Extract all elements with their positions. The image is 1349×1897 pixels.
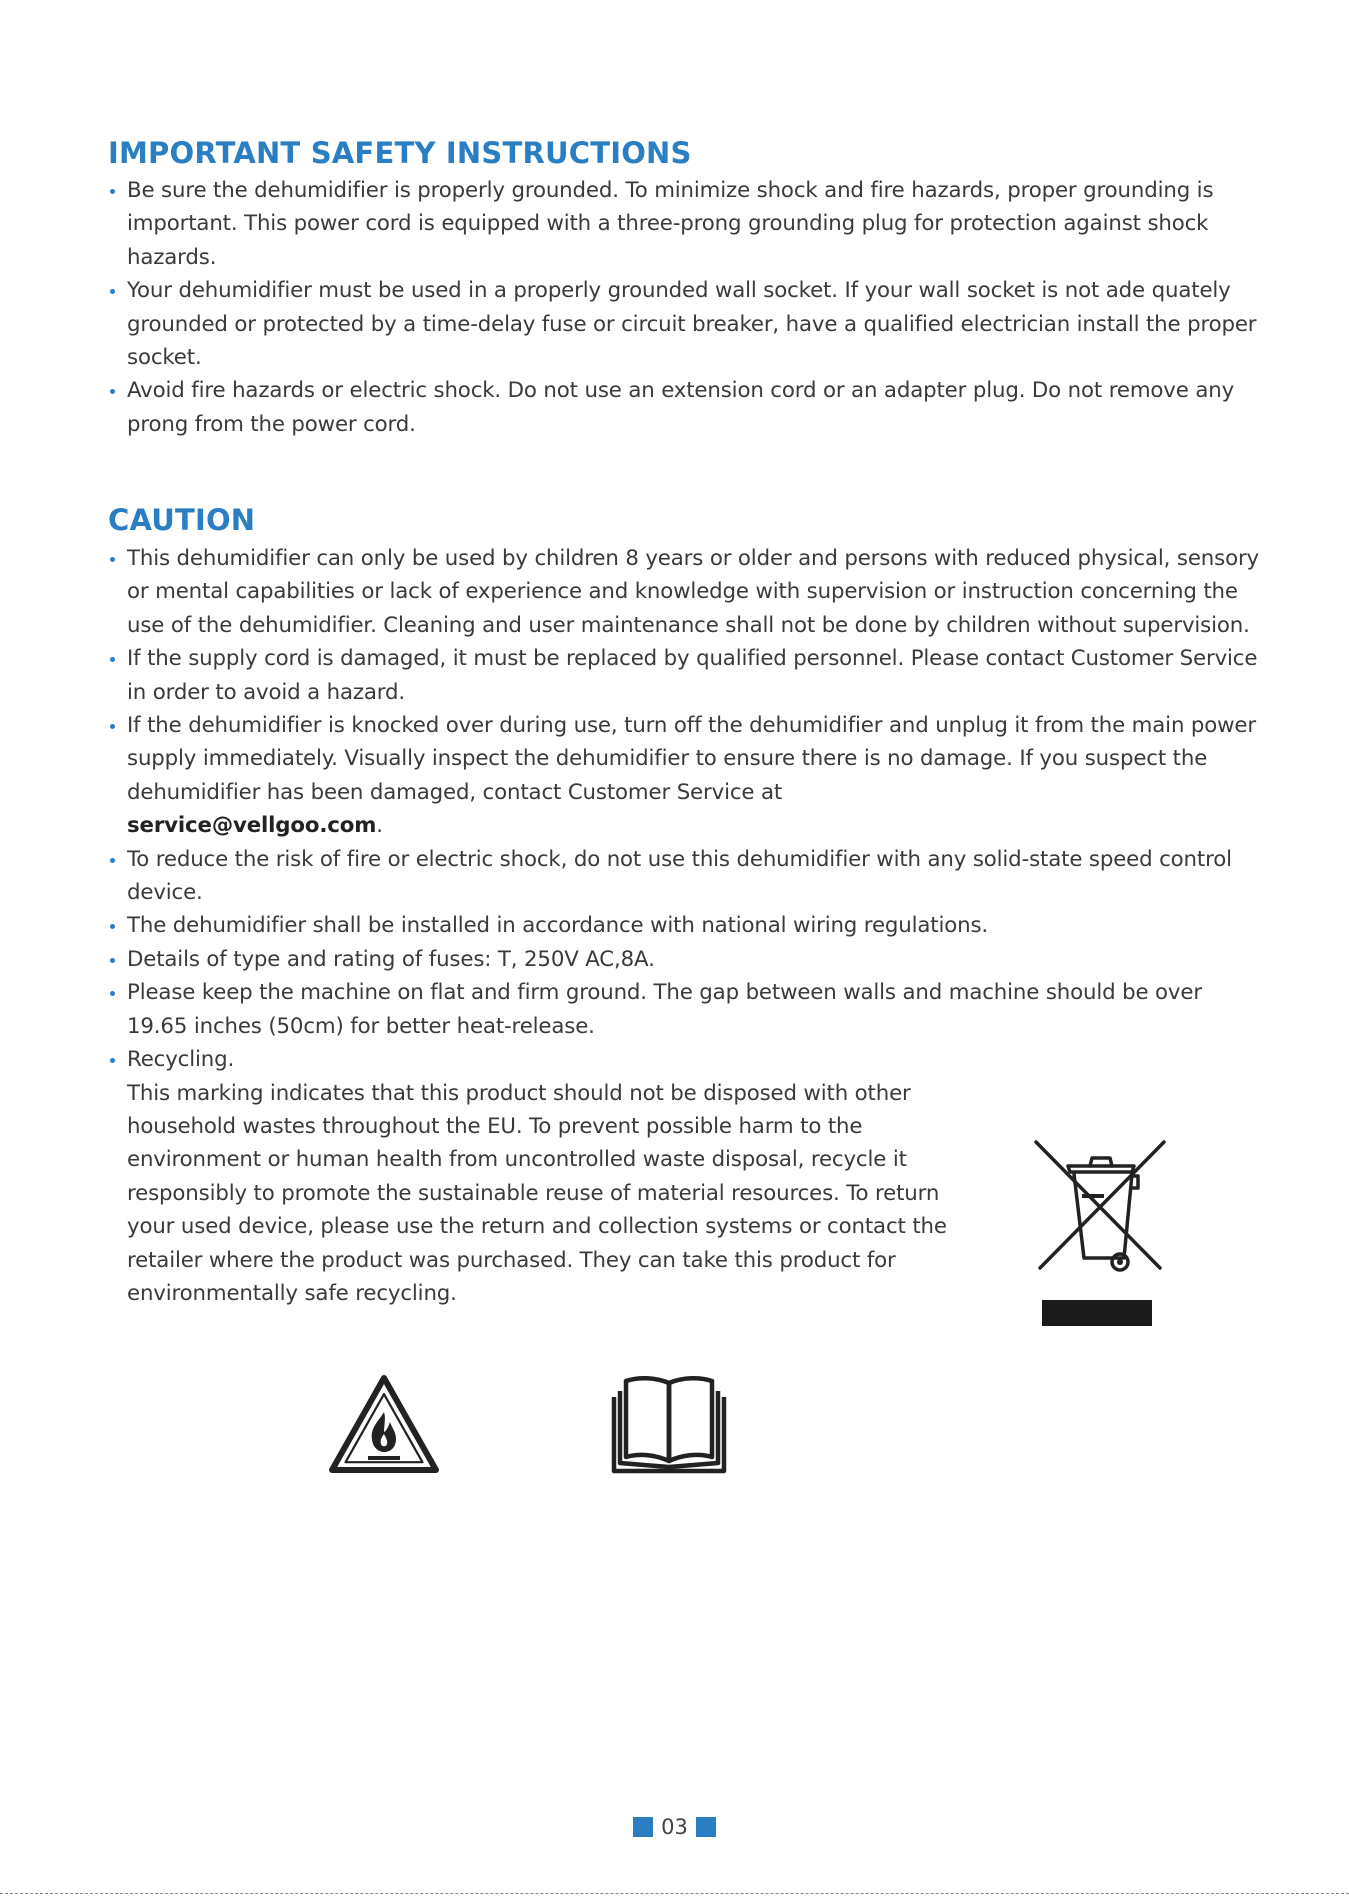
caution-item: This dehumidifier can only be used by children 8 years or older and persons with reduced physical, sensory or mental capabilities or lack of experience and knowledge with supervision or instruction concerning the use of the dehumidifier. Cleaning and user maintenance shall not be done by children without supervision. — [108, 542, 1268, 642]
safety-item: Your dehumidifier must be used in a properly grounded wall socket. If your wall socket is not ade quately grounded or protected by a time-delay fuse or circuit breaker, have a qualified electrician install the proper socket. — [108, 274, 1268, 374]
safety-list — [108, 174, 1268, 441]
recycling-label: Recycling. — [127, 1047, 235, 1073]
caution-item — [108, 709, 1268, 843]
read-manual-icon — [610, 1375, 728, 1475]
caution-item: Details of type and rating of fuses: T, 250V AC,8A. — [108, 943, 1268, 976]
caution-item: If the supply cord is damaged, it must be replaced by qualified personnel. Please contact Customer Service in order to avoid a hazard. — [108, 642, 1268, 709]
caution-item: Please keep the machine on flat and firm ground. The gap between walls and machine should be over 19.65 inches (50cm) for better heat-release. — [108, 976, 1268, 1043]
safety-item: Avoid fire hazards or electric shock. Do not use an extension cord or an adapter plug. Do not remove any prong from the power cord. — [108, 374, 1268, 441]
safety-heading: IMPORTANT SAFETY INSTRUCTIONS — [108, 136, 692, 170]
recycling-text: This marking indicates that this product should not be disposed with other household wastes throughout the EU. To prevent possible harm to the environment or human health from uncontrolled waste disposal, recycle it responsibly to promote the sustainable reuse of material resources. To return your used device, please use the return and collection systems or contact the retailer where the product was purchased. They can take this product for environmentally safe recycling. — [127, 1080, 947, 1306]
service-email-link[interactable]: service@vellgoo.com — [127, 813, 377, 839]
bottom-divider — [0, 1893, 1349, 1894]
caution-item-text: If the dehumidifier is knocked over during use, turn off the dehumidifier and unplug it from the main power supply immediately. Visually inspect the dehumidifier to ensure there is no damage. If you suspect the dehumidifier has been damaged, contact Customer Service at — [127, 713, 1256, 805]
page-footer — [0, 1812, 1349, 1842]
safety-item: Be sure the dehumidifier is properly grounded. To minimize shock and fire hazards, proper grounding is important. This power cord is equipped with a three-prong grounding plug for protection against shock hazards. — [108, 174, 1268, 274]
footer-square-left — [633, 1817, 653, 1837]
email-period: . — [376, 813, 383, 839]
page-number: 03 — [661, 1815, 688, 1839]
weee-crossed-bin-icon — [1032, 1140, 1168, 1326]
caution-item: To reduce the risk of fire or electric shock, do not use this dehumidifier with any solid-state speed control device. — [108, 843, 1268, 910]
footer-square-right — [696, 1817, 716, 1837]
caution-item: The dehumidifier shall be installed in accordance with national wiring regulations. — [108, 909, 1268, 942]
caution-heading: CAUTION — [108, 503, 256, 537]
flammable-warning-icon — [328, 1374, 440, 1474]
